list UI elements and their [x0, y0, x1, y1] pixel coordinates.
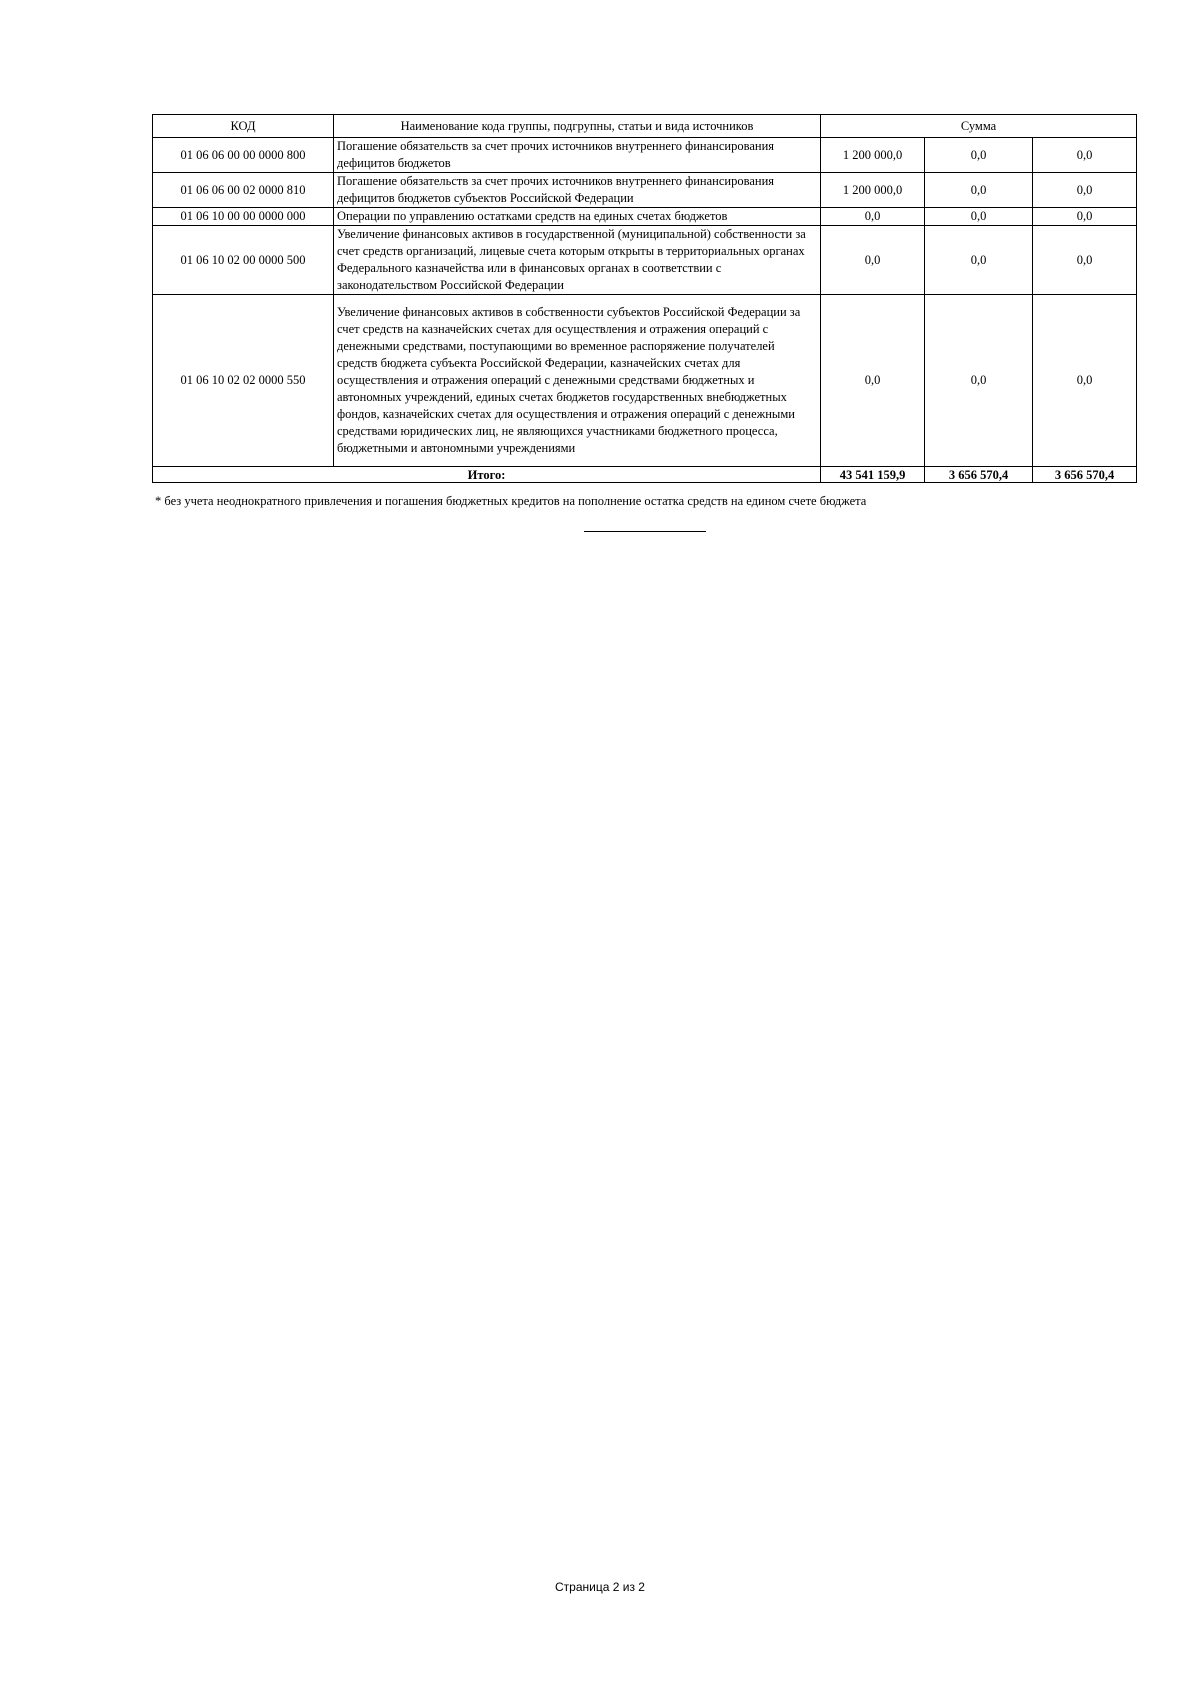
row-name: Операции по управлению остатками средств на единых счетах бюджетов	[334, 208, 821, 226]
row-name: Погашение обязательств за счет прочих источников внутреннего финансирования дефицитов бюджетов	[334, 138, 821, 173]
row-code: 01 06 06 00 00 0000 800	[153, 138, 334, 173]
separator-line	[584, 531, 706, 532]
table-row	[153, 173, 1137, 208]
row-value-1: 0,0	[821, 295, 925, 467]
row-code: 01 06 10 02 02 0000 550	[153, 295, 334, 467]
total-value-2: 3 656 570,4	[925, 467, 1033, 483]
row-value-1: 0,0	[821, 226, 925, 295]
row-value-1: 1 200 000,0	[821, 173, 925, 208]
footnote: * без учета неоднократного привлечения и погашения бюджетных кредитов на пополнение остатка средств на едином счете бюджета	[155, 494, 867, 508]
header-sum: Сумма	[821, 115, 1137, 138]
sources-table	[152, 114, 1137, 483]
row-name: Увеличение финансовых активов в собственности субъектов Российской Федерации за счет средств на казначейских счетах для осуществления и отражения операций с денежными средствами, поступающими во временное распоряжение получателей средств бюджета субъекта Российской Федерации, казначейских счетах для осуществления и отражения операций с денежными средствами бюджетных и автономных учреждений, единых счетах бюджетов государственных внебюджетных фондов, казначейских счетах для осуществления и отражения операций с денежными средствами юридических лиц, не являющихся участниками бюджетного процесса, бюджетными и автономными учреждениями	[334, 295, 821, 467]
row-value-3: 0,0	[1033, 173, 1137, 208]
total-value-1: 43 541 159,9	[821, 467, 925, 483]
page-number: Страница 2 из 2	[555, 1580, 645, 1594]
total-row	[153, 467, 1137, 483]
row-code: 01 06 10 00 00 0000 000	[153, 208, 334, 226]
row-code: 01 06 06 00 02 0000 810	[153, 173, 334, 208]
table-header-row	[153, 115, 1137, 138]
table-row	[153, 295, 1137, 467]
header-name: Наименование кода группы, подгрупны, статьи и вида источников	[334, 115, 821, 138]
row-code: 01 06 10 02 00 0000 500	[153, 226, 334, 295]
row-value-1: 0,0	[821, 208, 925, 226]
row-name: Увеличение финансовых активов в государственной (муниципальной) собственности за счет средств организаций, лицевые счета которым открыты в территориальных органах Федерального казначейства или в финансовых органах в соответствии с законодательством Российской Федерации	[334, 226, 821, 295]
row-name: Погашение обязательств за счет прочих источников внутреннего финансирования дефицитов бюджетов субъектов Российской Федерации	[334, 173, 821, 208]
row-value-2: 0,0	[925, 173, 1033, 208]
table-row	[153, 138, 1137, 173]
row-value-2: 0,0	[925, 138, 1033, 173]
total-label: Итого:	[153, 467, 821, 483]
row-value-2: 0,0	[925, 295, 1033, 467]
row-value-3: 0,0	[1033, 295, 1137, 467]
row-value-2: 0,0	[925, 226, 1033, 295]
row-value-2: 0,0	[925, 208, 1033, 226]
table-row	[153, 208, 1137, 226]
table-row	[153, 226, 1137, 295]
row-value-3: 0,0	[1033, 226, 1137, 295]
row-value-3: 0,0	[1033, 138, 1137, 173]
row-value-1: 1 200 000,0	[821, 138, 925, 173]
total-value-3: 3 656 570,4	[1033, 467, 1137, 483]
row-value-3: 0,0	[1033, 208, 1137, 226]
header-code: КОД	[153, 115, 334, 138]
